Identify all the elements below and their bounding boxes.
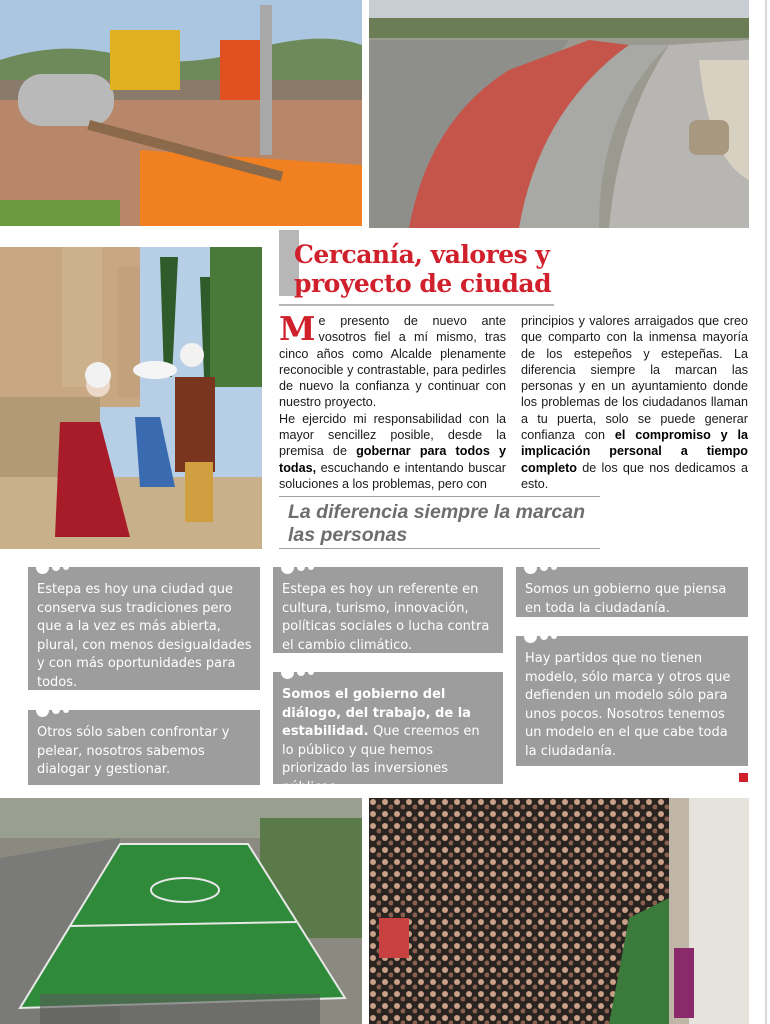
subtitle-rule-top	[279, 496, 600, 497]
p2-start: He ejercido mi responsabilidad con la mayor sencillez posible, desde la premisa de	[279, 411, 506, 459]
quote-dots-icon	[281, 665, 314, 679]
subtitle-rule-bottom	[279, 548, 600, 549]
quote-box-3	[273, 567, 503, 653]
title-line-1: Cercanía, valores y	[294, 240, 550, 269]
quote-box-1	[28, 567, 260, 690]
article-end-mark	[739, 773, 748, 782]
p2-bold: gobernar para todos y todas,	[279, 444, 506, 475]
quote-dots-icon	[524, 560, 557, 574]
article-title	[294, 240, 594, 298]
photo-costumed-couple	[0, 247, 262, 549]
quote-box-2	[28, 710, 260, 785]
quote-box-6	[516, 636, 748, 766]
title-line-2: proyecto de ciudad	[294, 269, 552, 298]
continuation-paragraph	[521, 313, 748, 492]
quote-dots-icon	[281, 560, 314, 574]
photo-football-pitch	[0, 798, 362, 1024]
article-column-1	[279, 309, 506, 492]
intro-text: e presento de nuevo ante vosotros fiel a mí mismo, tras cinco años como Alcalde plenamente reconocible y contrastable, para pedirles de nuevo la confianza y continuar con nuestro proyecto.	[279, 314, 506, 410]
photo-crowd-celebration	[369, 798, 749, 1024]
section-subtitle: La diferencia siempre la marcan las personas	[288, 501, 585, 546]
p2-end: escuchando e intentando buscar soluciones a los problemas, pero con	[279, 460, 506, 491]
second-paragraph	[279, 411, 506, 492]
quote-text: Somos un gobierno que piensa en toda la ciudadanía.	[525, 582, 727, 616]
quote-text: Estepa es hoy una ciudad que conserva sus tradiciones pero que a la vez es más abierta, plural, con menos desigualdades y con más oportunidades para todos.	[37, 582, 252, 690]
quote-regular-text: Que creemos en lo público y que hemos priorizado las inversiones públicas.	[282, 724, 480, 795]
quote-dots-icon	[36, 703, 69, 717]
quote-text: Otros sólo saben confrontar y pelear, nosotros sabemos dialogar y gestionar.	[37, 725, 230, 777]
title-underline	[279, 304, 554, 306]
quote-text: Estepa es hoy un referente en cultura, turismo, innovación, políticas sociales o lucha contra el cambio climático.	[282, 582, 490, 653]
photo-construction-site	[0, 0, 362, 226]
quote-box-5	[516, 567, 748, 617]
col2-bold: el compromiso y la implicación personal a tiempo completo	[521, 428, 748, 475]
quote-box-4	[273, 672, 503, 795]
quote-bold-text: Somos el gobierno del diálogo, del trabajo, de la estabilidad.	[282, 687, 471, 739]
page-edge	[765, 0, 767, 1024]
quote-dots-icon	[36, 560, 69, 574]
quote-dots-icon	[524, 629, 557, 643]
intro-paragraph	[279, 309, 506, 411]
quote-text: Hay partidos que no tienen modelo, sólo marca y otros que defienden un modelo sólo para unos pocos. Nosotros tenemos un modelo en el que cabe toda la ciudadanía.	[525, 651, 731, 759]
photo-paved-promenade	[369, 0, 749, 228]
article-column-2	[521, 313, 748, 492]
drop-cap: M	[279, 309, 316, 348]
col2-start: principios y valores arraigados que creo que comparto con la inmensa mayoría de los estepeños y estepeñas. La diferencia siempre la marcan las personas y en un ayuntamiento donde los problemas de los ciudadanos llaman a tu puerta, solo se puede generar confianza con	[521, 314, 748, 443]
col2-end: de los que nos dedicamos a esto.	[521, 460, 748, 491]
